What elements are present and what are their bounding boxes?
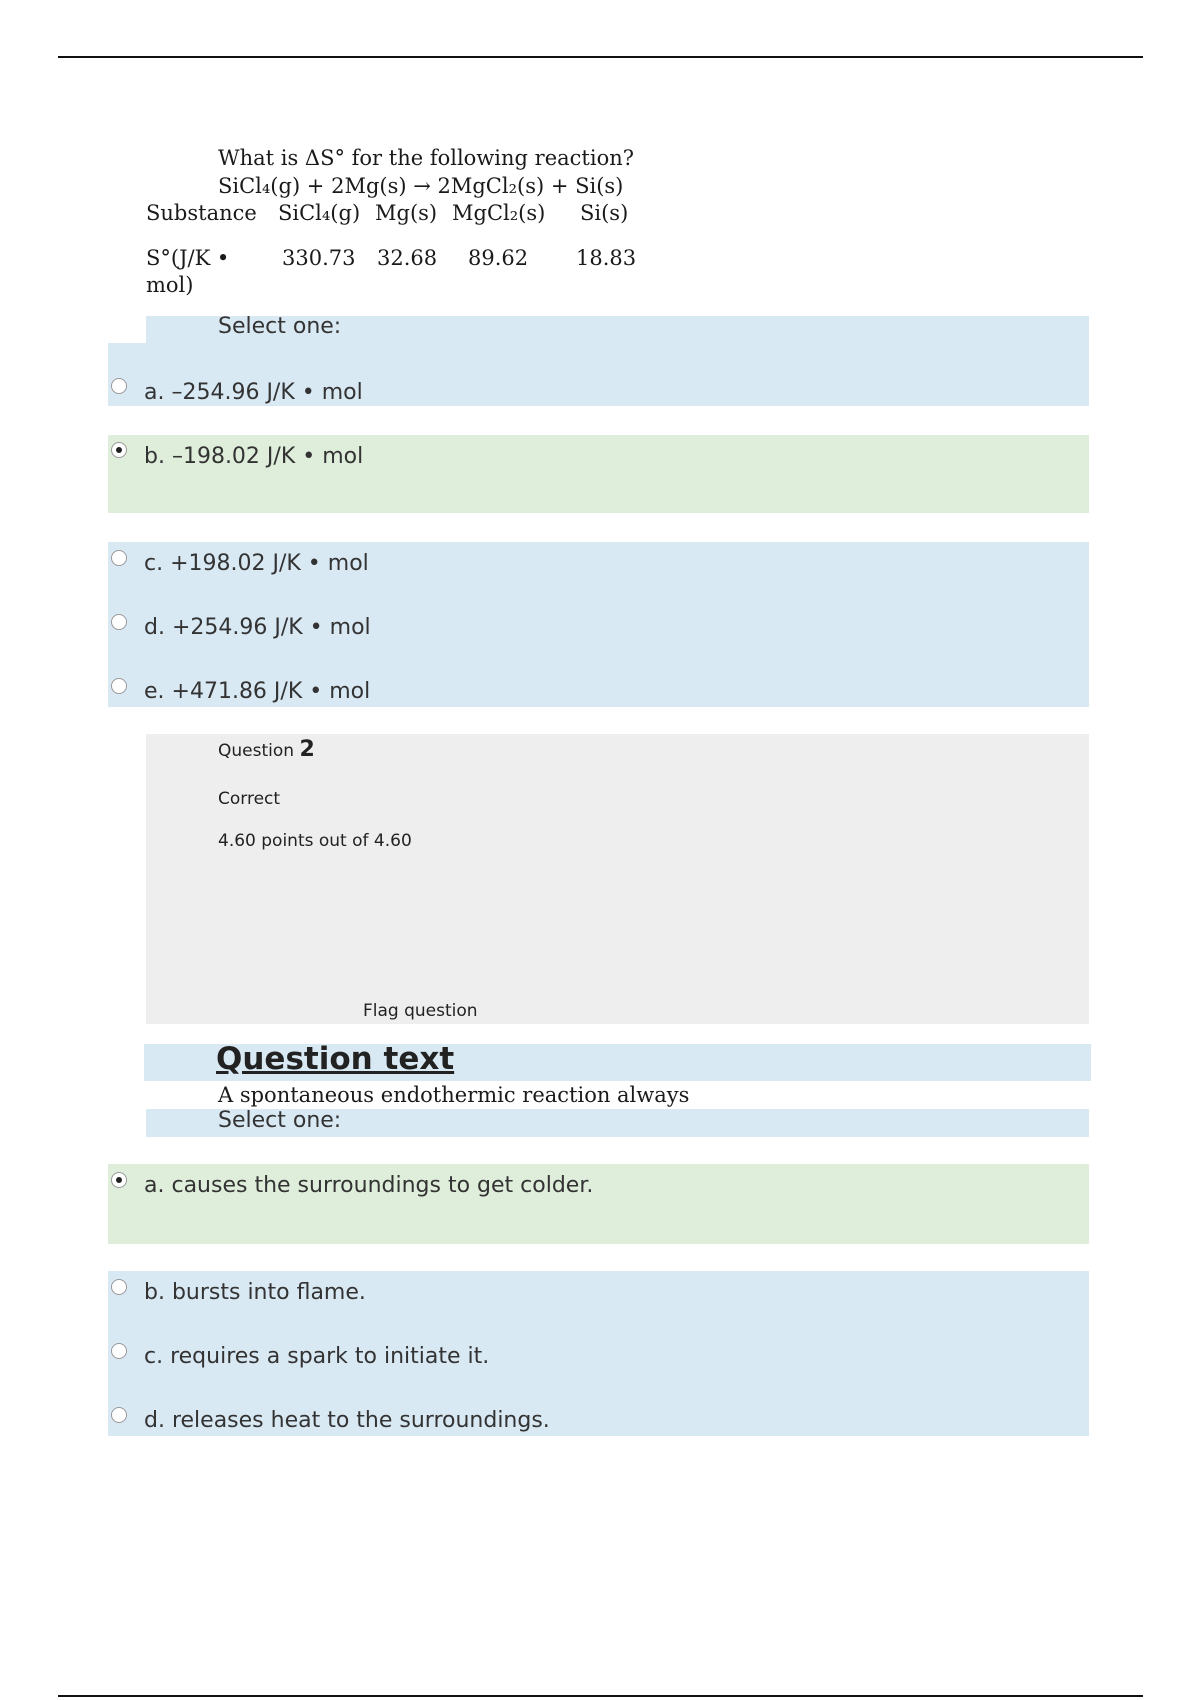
question-1-prompt: What is ΔS° for the following reaction? [218,146,634,170]
table-cell-mgcl2: 89.62 [468,246,529,270]
table-cell-mg: 32.68 [377,246,438,270]
question-2-prompt: A spontaneous endothermic reaction always [218,1083,690,1107]
radio-button[interactable] [111,378,127,394]
radio-button[interactable] [111,678,127,694]
top-rule [58,56,1143,58]
question-text-heading: Question text [216,1041,455,1077]
flag-question-link[interactable]: Flag question [363,1001,478,1021]
question-state: Correct [218,789,281,809]
radio-button[interactable] [111,1279,127,1295]
radio-button[interactable] [111,550,127,566]
radio-button[interactable] [111,1343,127,1359]
answer-label[interactable]: c. requires a spark to initiate it. [144,1344,490,1369]
bottom-rule [58,1695,1143,1697]
table-cell-sicl4: 330.73 [282,246,356,270]
answer-label[interactable]: a. –254.96 J/K • mol [144,380,363,405]
answer-label[interactable]: a. causes the surroundings to get colder. [144,1173,594,1198]
question-info-panel [146,734,1089,1024]
answer-label[interactable]: b. bursts into flame. [144,1280,366,1305]
question-grade: 4.60 points out of 4.60 [218,831,412,851]
table-row-label: S°(J/K • [146,246,230,270]
radio-button[interactable] [111,614,127,630]
radio-button-checked[interactable] [111,1172,127,1188]
radio-button-checked[interactable] [111,442,127,458]
answer-label[interactable]: d. +254.96 J/K • mol [144,615,371,640]
answer-label[interactable]: e. +471.86 J/K • mol [144,679,371,704]
select-one-label: Select one: [218,1108,342,1133]
table-header-sicl4: SiCl₄(g) [278,201,361,225]
answer-label[interactable]: b. –198.02 J/K • mol [144,444,364,469]
radio-button[interactable] [111,1407,127,1423]
table-header-mg: Mg(s) [375,201,438,225]
table-cell-si: 18.83 [576,246,637,270]
question-number [218,737,315,762]
table-header-mgcl2: MgCl₂(s) [452,201,546,225]
select-one-label: Select one: [218,314,342,339]
question-word: Question [218,741,295,761]
question-number-value: 2 [299,737,315,762]
table-header-si: Si(s) [580,201,629,225]
answer-label[interactable]: d. releases heat to the surroundings. [144,1408,550,1433]
table-header-substance: Substance [146,201,257,225]
question-1-reaction: SiCl₄(g) + 2Mg(s) → 2MgCl₂(s) + Si(s) [218,174,624,198]
answer-label[interactable]: c. +198.02 J/K • mol [144,551,369,576]
table-row-label-unit: mol) [146,273,194,297]
